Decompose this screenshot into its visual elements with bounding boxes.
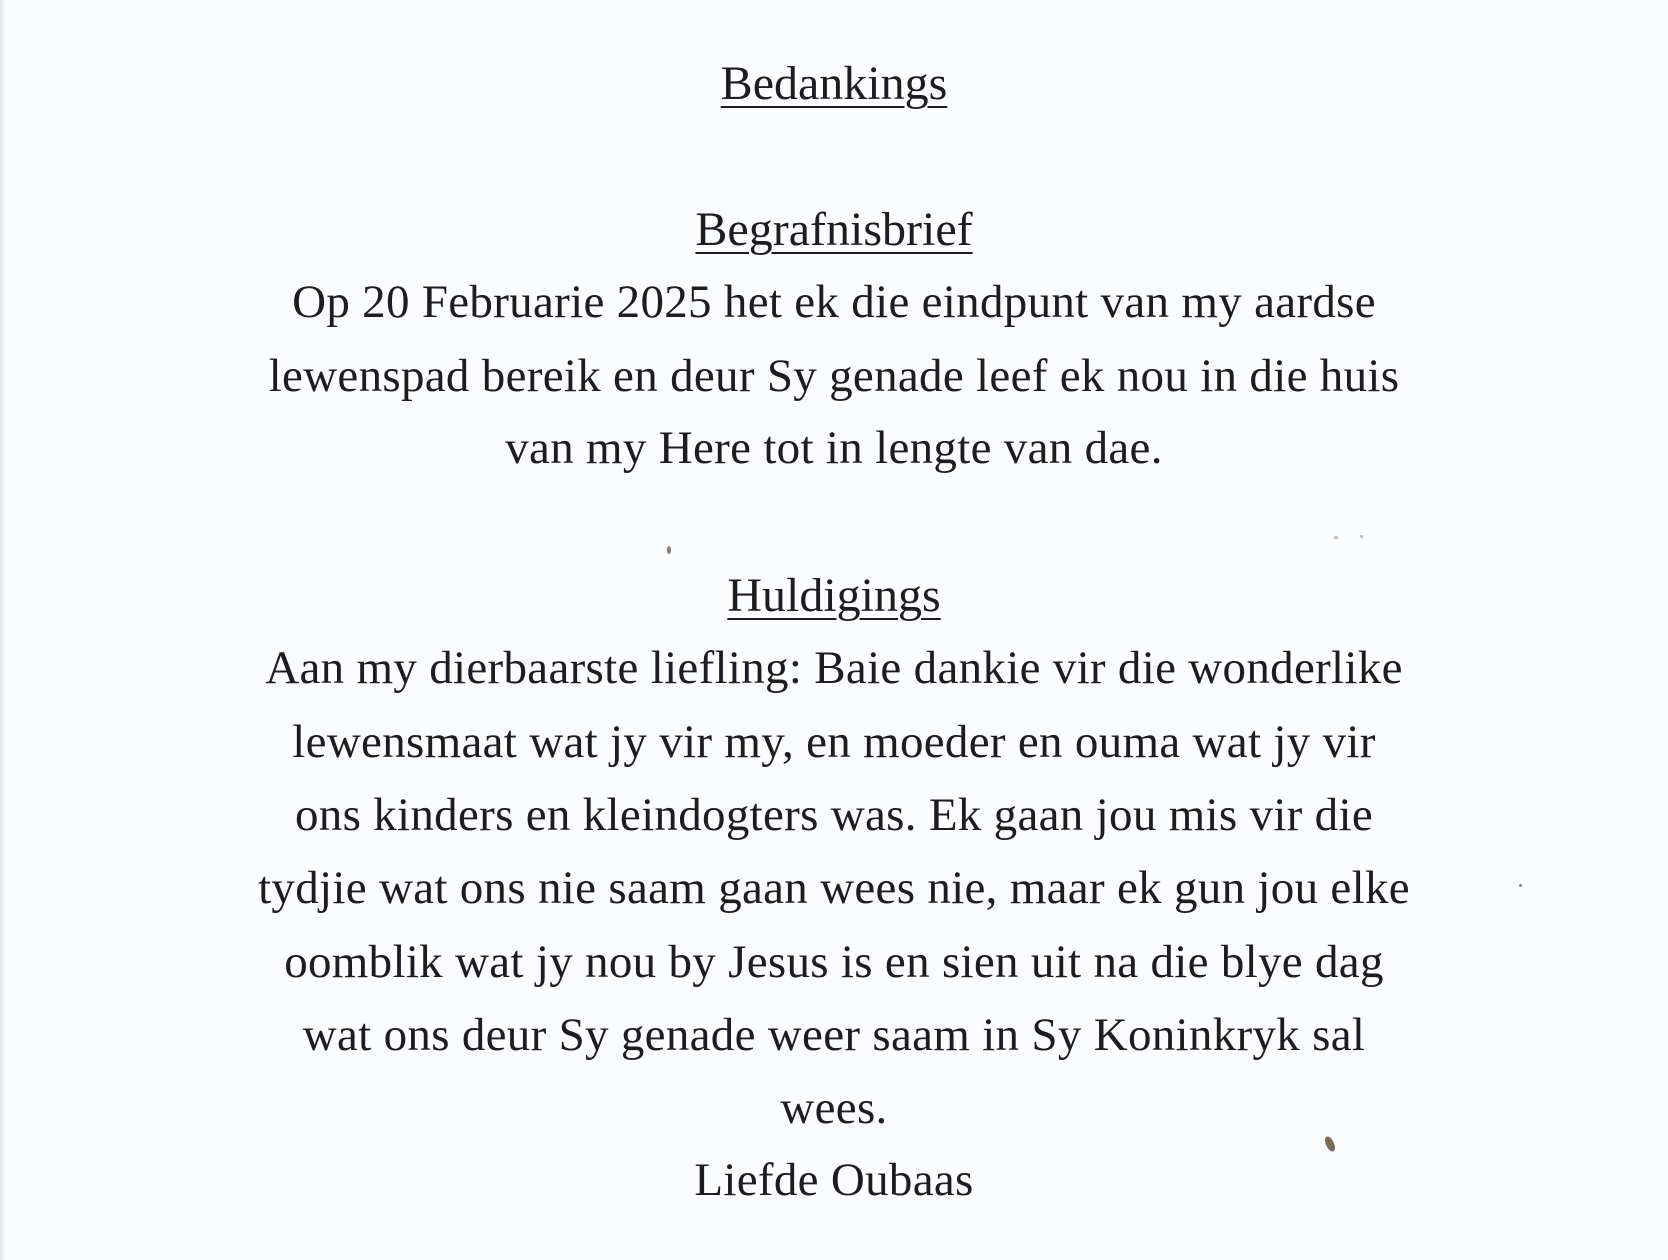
paragraph-line: lewenspad bereik en deur Sy genade leef ek nou in die huis: [268, 350, 1400, 402]
document-title: [0, 54, 1668, 114]
scan-speck: [1334, 536, 1338, 539]
scan-speck: [1519, 884, 1522, 887]
scan-speck: [667, 546, 671, 554]
paragraph-line: oomblik wat jy nou by Jesus is en sien uit na die blye dag: [284, 936, 1384, 988]
paragraph-line: Aan my dierbaarste liefling: Baie dankie vir die wonderlike: [265, 642, 1403, 694]
paragraph-line: tydjie wat ons nie saam gaan wees nie, maar ek gun jou elke: [258, 862, 1410, 914]
section-heading-text: Begrafnisbrief: [695, 203, 973, 256]
paragraph-line: wat ons deur Sy genade weer saam in Sy Koninkryk sal: [302, 1009, 1366, 1061]
signoff: Liefde Oubaas: [694, 1154, 974, 1206]
paragraph-line: lewensmaat wat jy vir my, en moeder en ouma wat jy vir: [292, 716, 1376, 768]
section-heading: [0, 566, 1668, 626]
section-heading-text: Huldigings: [727, 569, 941, 622]
paragraph-line: Op 20 Februarie 2025 het ek die eindpunt van my aardse: [292, 276, 1376, 328]
paragraph-line: ons kinders en kleindogters was. Ek gaan jou mis vir die: [294, 789, 1374, 841]
document-title-text: Bedankings: [720, 57, 948, 110]
paragraph-line: wees.: [780, 1082, 888, 1134]
paragraph-line: van my Here tot in lengte van dae.: [505, 422, 1163, 474]
section-heading: [0, 200, 1668, 260]
scan-speck: [1360, 535, 1363, 538]
scan-edge-shadow: [0, 0, 6, 1260]
